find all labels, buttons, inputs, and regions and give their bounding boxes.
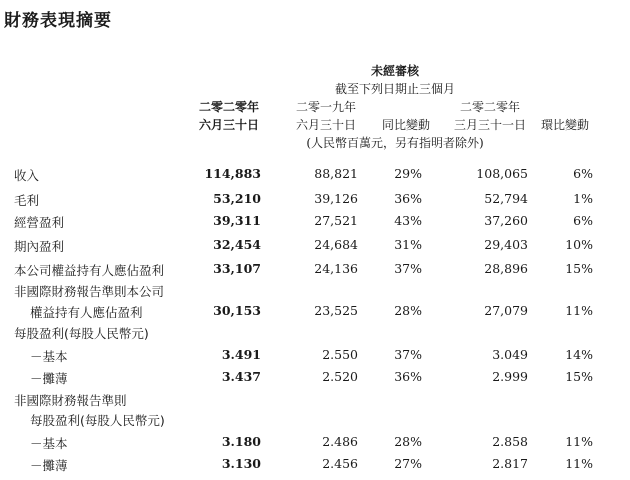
cell-operating-profit-q2-2019: 27,521: [314, 213, 358, 228]
page-title: 財務表現摘要: [4, 11, 112, 31]
col2-date: 六月三十日: [295, 118, 357, 132]
cell-non-ifrs-profit-q2-2020: 30,153: [213, 303, 261, 318]
row-label-non-ifrs-eps-diluted: －攤薄: [30, 458, 68, 473]
cell-revenue-q2-2019: 88,821: [314, 166, 358, 181]
cell-operating-profit-q2-2020: 39,311: [213, 213, 261, 228]
unit-note: (人民幣百萬元，另有指明者除外): [306, 136, 484, 150]
cell-non-ifrs-eps-diluted-qoq: 11%: [565, 456, 593, 471]
cell-eps-diluted-q2-2019: 2.520: [322, 369, 358, 384]
cell-period-profit-yoy: 31%: [394, 237, 422, 252]
cell-revenue-q2-2020: 114,883: [204, 166, 261, 181]
row-label-non-ifrs-eps-basic: －基本: [30, 436, 68, 451]
cell-eps-basic-yoy: 37%: [394, 347, 422, 362]
col3-header: 同比變動: [381, 118, 431, 132]
row-label-revenue: 收入: [14, 168, 40, 183]
row-label-period-profit: 期內盈利: [14, 239, 65, 254]
cell-non-ifrs-profit-q2-2019: 23,525: [314, 303, 358, 318]
row-label-eps-basic: －基本: [30, 349, 68, 364]
cell-period-profit-q2-2020: 32,454: [213, 237, 261, 252]
cell-eps-basic-q2-2020: 3.491: [221, 347, 261, 362]
cell-gross-profit-qoq: 1%: [573, 191, 593, 206]
col5-header: 環比變動: [540, 118, 590, 132]
cell-non-ifrs-eps-basic-qoq: 11%: [565, 434, 593, 449]
cell-non-ifrs-profit-yoy: 28%: [394, 303, 422, 318]
cell-revenue-yoy: 29%: [394, 166, 422, 181]
cell-attributable-profit-q1-2020: 28,896: [484, 261, 528, 276]
cell-period-profit-q1-2020: 29,403: [484, 237, 528, 252]
cell-attributable-profit-q2-2019: 24,136: [314, 261, 358, 276]
col1-year: 二零二零年: [198, 100, 260, 114]
cell-period-profit-qoq: 10%: [565, 237, 593, 252]
cell-eps-basic-q1-2020: 3.049: [492, 347, 528, 362]
cell-non-ifrs-eps-diluted-q2-2020: 3.130: [221, 456, 261, 471]
period-label: 截至下列日期止三個月: [334, 82, 456, 96]
unaudited-label: 未經審核: [370, 64, 420, 78]
cell-operating-profit-yoy: 43%: [394, 213, 422, 228]
cell-non-ifrs-eps-diluted-q2-2019: 2.456: [322, 456, 358, 471]
cell-gross-profit-q1-2020: 52,794: [484, 191, 528, 206]
cell-non-ifrs-profit-qoq: 11%: [565, 303, 593, 318]
cell-non-ifrs-profit-q1-2020: 27,079: [484, 303, 528, 318]
cell-non-ifrs-eps-basic-q2-2020: 3.180: [221, 434, 261, 449]
cell-eps-diluted-yoy: 36%: [394, 369, 422, 384]
cell-non-ifrs-eps-diluted-yoy: 27%: [394, 456, 422, 471]
cell-gross-profit-q2-2019: 39,126: [314, 191, 358, 206]
cell-eps-diluted-q1-2020: 2.999: [492, 369, 528, 384]
row-label-operating-profit: 經營盈利: [14, 215, 65, 230]
row-label-non-ifrs-line2: 權益持有人應佔盈利: [30, 305, 143, 320]
cell-eps-basic-q2-2019: 2.550: [322, 347, 358, 362]
cell-eps-basic-qoq: 14%: [565, 347, 593, 362]
cell-attributable-profit-yoy: 37%: [394, 261, 422, 276]
row-label-non-ifrs-line1: 非國際財務報告準則本公司: [14, 284, 165, 299]
row-label-gross-profit: 毛利: [14, 193, 40, 208]
row-label-attributable-profit: 本公司權益持有人應佔盈利: [14, 263, 165, 278]
col1-date: 六月三十日: [198, 118, 260, 132]
col4-date: 三月三十一日: [453, 118, 527, 132]
cell-eps-diluted-q2-2020: 3.437: [221, 369, 261, 384]
cell-gross-profit-yoy: 36%: [394, 191, 422, 206]
cell-non-ifrs-eps-basic-yoy: 28%: [394, 434, 422, 449]
cell-attributable-profit-q2-2020: 33,107: [213, 261, 261, 276]
cell-eps-diluted-qoq: 15%: [565, 369, 593, 384]
cell-non-ifrs-eps-basic-q2-2019: 2.486: [322, 434, 358, 449]
row-label-eps-diluted: －攤薄: [30, 371, 68, 386]
cell-revenue-q1-2020: 108,065: [476, 166, 528, 181]
cell-gross-profit-q2-2020: 53,210: [213, 191, 261, 206]
cell-non-ifrs-eps-basic-q1-2020: 2.858: [492, 434, 528, 449]
cell-revenue-qoq: 6%: [573, 166, 593, 181]
section-label-non-ifrs-eps-line2: 每股盈利(每股人民幣元): [30, 413, 165, 428]
cell-period-profit-q2-2019: 24,684: [314, 237, 358, 252]
col4-year: 二零二零年: [459, 100, 521, 114]
cell-non-ifrs-eps-diluted-q1-2020: 2.817: [492, 456, 528, 471]
cell-attributable-profit-qoq: 15%: [565, 261, 593, 276]
cell-operating-profit-qoq: 6%: [573, 213, 593, 228]
section-label-non-ifrs-eps-line1: 非國際財務報告準則: [14, 393, 127, 408]
section-label-eps: 每股盈利(每股人民幣元): [14, 326, 149, 341]
cell-operating-profit-q1-2020: 37,260: [484, 213, 528, 228]
col2-year: 二零一九年: [295, 100, 357, 114]
